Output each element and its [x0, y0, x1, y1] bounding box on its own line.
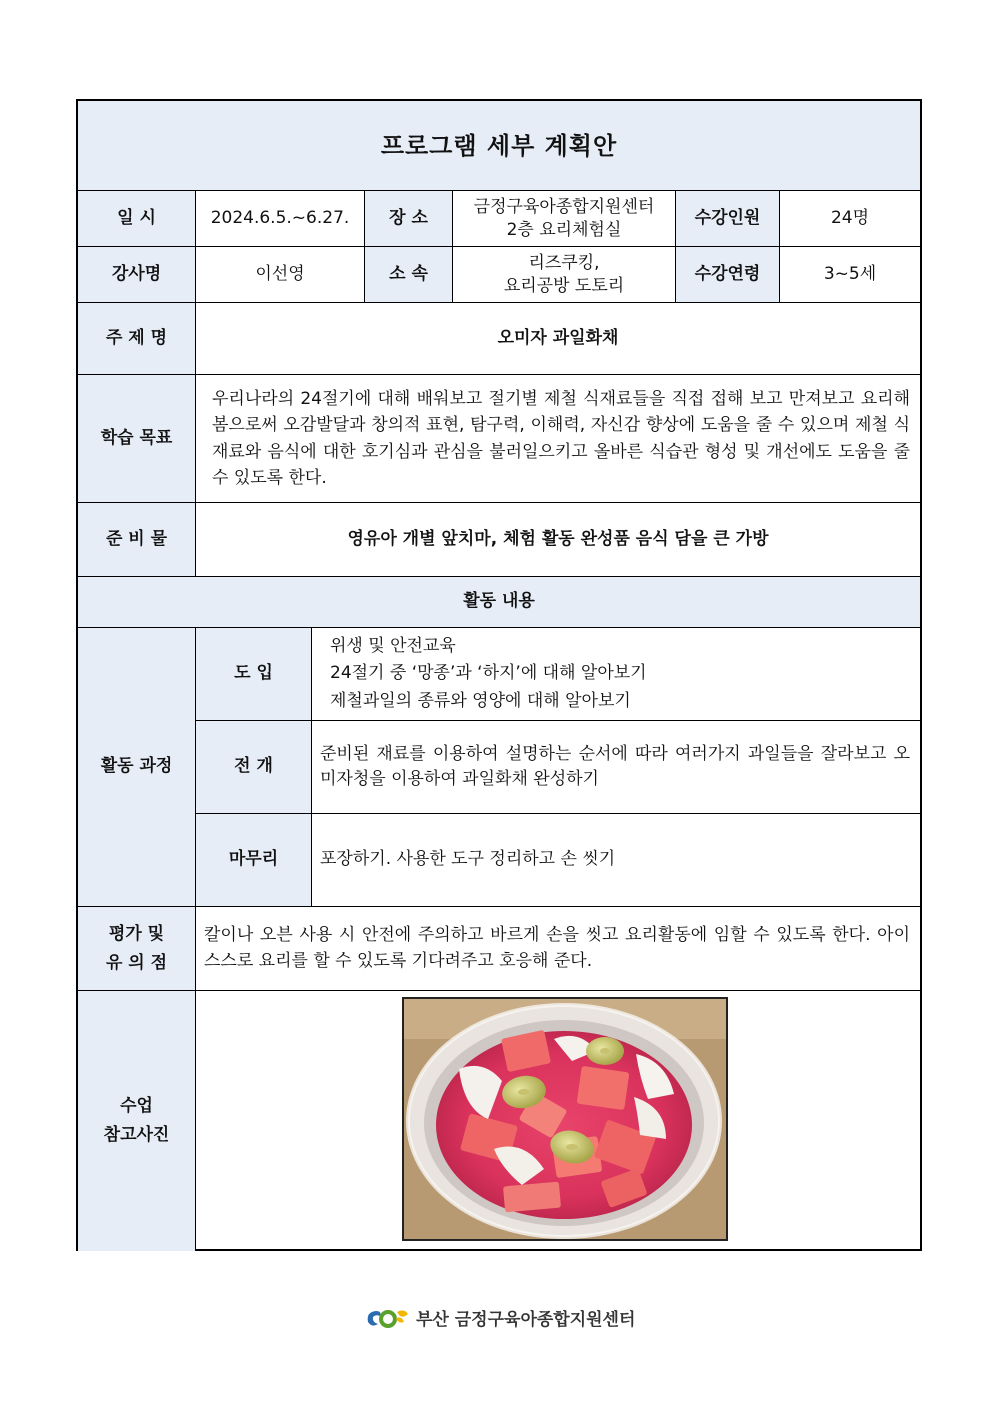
place-value-line-2: 2층 요리체험실 [506, 219, 622, 240]
process-label: 활동 과정 [78, 627, 195, 906]
age-label: 수강연령 [675, 246, 779, 302]
photo-label-line-2: 참고사진 [103, 1125, 170, 1145]
materials-label: 준 비 물 [78, 502, 195, 576]
footer-text: 부산 금정구육아종합지원센터 [416, 1309, 636, 1330]
center-logo-icon [364, 1304, 410, 1330]
fruit-punch-photo [402, 997, 728, 1241]
wrap-text: 포장하기. 사용한 도구 정리하고 손 씻기 [320, 849, 616, 870]
goal-text: 우리나라의 24절기에 대해 배워보고 절기별 제철 식재료들을 직접 접해 보고 만져보고 요리해 봄으로써 오감발달과 창의적 표현, 탐구력, 이해력, 자신감 향상에 도움을 줄 수 있으며 제철 식재료와 음식에 대한 호기심과 관심을 불러일으키고 올바른 식습관 형성 및 개선에도 도움을 줄 수 있도록 한다. [212, 388, 910, 488]
affiliation-label: 소 속 [364, 246, 452, 302]
subject-label: 주 제 명 [78, 302, 195, 374]
intro-label: 도 입 [195, 627, 311, 720]
develop-label: 전 개 [195, 720, 311, 813]
affiliation-value-line-1: 리즈쿠킹, [528, 253, 600, 274]
evaluation-text: 칼이나 오븐 사용 시 안전에 주의하고 바르게 손을 씻고 요리활동에 임할 수 있도록 한다. 아이 스스로 요리를 할 수 있도록 기다려주고 호응해 준다. [204, 925, 910, 971]
goal-cell [195, 374, 920, 502]
capacity-value: 24명 [779, 190, 920, 246]
age-value: 3~5세 [779, 246, 920, 302]
intro-line-2: 24절기 중 ‘망종’과 ‘하지’에 대해 알아보기 [330, 663, 647, 684]
place-value-line-1: 금정구육아종합지원센터 [473, 197, 655, 218]
instructor-value: 이선영 [195, 246, 364, 302]
affiliation-value [452, 246, 675, 302]
evaluation-cell [195, 906, 920, 990]
place-label: 장 소 [364, 190, 452, 246]
intro-content [311, 627, 920, 720]
evaluation-label [78, 906, 195, 990]
goal-label: 학습 목표 [78, 374, 195, 502]
page-title: 프로그램 세부 계획안 [78, 101, 920, 190]
evaluation-label-line-2: 유 의 점 [105, 952, 168, 973]
instructor-label: 강사명 [78, 246, 195, 302]
capacity-label: 수강인원 [675, 190, 779, 246]
photo-label [78, 990, 195, 1251]
place-value [452, 190, 675, 246]
affiliation-value-line-2: 요리공방 도토리 [503, 275, 625, 296]
develop-cell [311, 720, 920, 813]
materials-value: 영유아 개별 앞치마, 체험 활동 완성품 음식 담을 큰 가방 [195, 502, 920, 576]
subject-value: 오미자 과일화채 [195, 302, 920, 374]
date-value: 2024.6.5.~6.27. [195, 190, 364, 246]
wrap-label: 마무리 [195, 813, 311, 906]
develop-text: 준비된 재료를 이용하여 설명하는 순서에 따라 여러가지 과일들을 잘라보고 오미자청을 이용하여 과일화채 완성하기 [320, 743, 910, 789]
evaluation-label-line-1: 평가 및 [108, 923, 165, 944]
date-label: 일 시 [78, 190, 195, 246]
activity-header: 활동 내용 [78, 576, 920, 627]
footer [364, 1304, 635, 1330]
intro-line-1: 위생 및 안전교육 [330, 636, 456, 657]
photo-label-line-1: 수업 [120, 1096, 153, 1117]
wrap-cell [311, 813, 920, 906]
intro-line-3: 제철과일의 종류와 영양에 대해 알아보기 [330, 690, 631, 711]
